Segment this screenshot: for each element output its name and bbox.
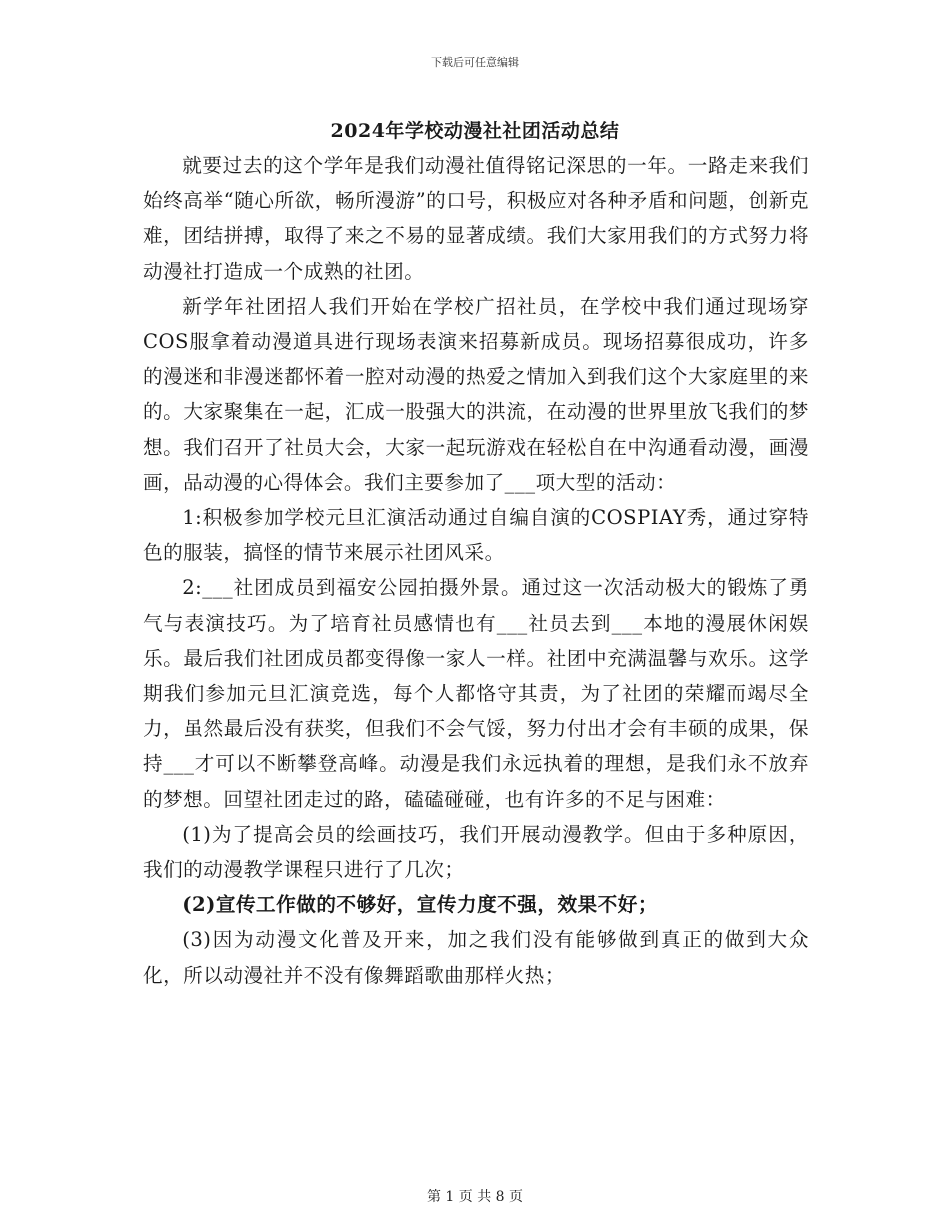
- paragraph-issue-1: (1)为了提高会员的绘画技巧，我们开展动漫教学。但由于多种原因，我们的动漫教学课程只进行了几次；: [143, 822, 809, 882]
- paragraph-activity-1: 1:积极参加学校元旦汇演活动通过自编自演的COSPIAY秀，通过穿特色的服装，搞怪的情节来展示社团风采。: [143, 506, 809, 565]
- document-title: 2024年学校动漫社社团活动总结: [330, 120, 620, 142]
- paragraph-issue-2: (2)宣传工作做的不够好，宣传力度不强，效果不好；: [182, 893, 658, 917]
- paragraph-intro: 就要过去的这个学年是我们动漫社值得铭记深思的一年。一路走来我们始终高举“随心所欲，畅所漫游”的口号，积极应对各种矛盾和问题，创新克难，团结拼搏，取得了来之不易的显著成绩。我们大家用我们的方式努力将动漫社打造成一个成熟的社团。: [143, 154, 809, 283]
- page-number: 第 1 页 共 8 页: [426, 1189, 524, 1205]
- paragraph-issue-3: (3)因为动漫文化普及开来，加之我们没有能够做到真正的做到大众化，所以动漫社并不没有像舞蹈歌曲那样火热；: [143, 928, 809, 987]
- paragraph-recruitment: 新学年社团招人我们开始在学校广招社员，在学校中我们通过现场穿COS服拿着动漫道具进行现场表演来招募新成员。现场招募很成功，许多的漫迷和非漫迷都怀着一腔对动漫的热爱之情加入到我们这个大家庭里的来的。大家聚集在一起，汇成一股强大的洪流，在动漫的世界里放飞我们的梦想。我们召开了社员大会，大家一起玩游戏在轻松自在中沟通看动漫，画漫画，品动漫的心得体会。我们主要参加了___项大型的活动：: [143, 294, 809, 494]
- header-note: 下载后可任意编辑: [431, 56, 519, 69]
- paragraph-activity-2: 2:___社团成员到福安公园拍摄外景。通过这一次活动极大的锻炼了勇气与表演技巧。为了培育社员感情也有___社员去到___本地的漫展休闲娱乐。最后我们社团成员都变得像一家人一样。社团中充满温馨与欢乐。这学期我们参加元旦汇演竞选，每个人都恪守其责，为了社团的荣耀而竭尽全力，虽然最后没有获奖，但我们不会气馁，努力付出才会有丰硕的成果，保持___才可以不断攀登高峰。动漫是我们永远执着的理想，是我们永不放弃的梦想。回望社团走过的路，磕磕碰碰，也有许多的不足与困难：: [143, 576, 809, 811]
- document-body: [143, 148, 809, 993]
